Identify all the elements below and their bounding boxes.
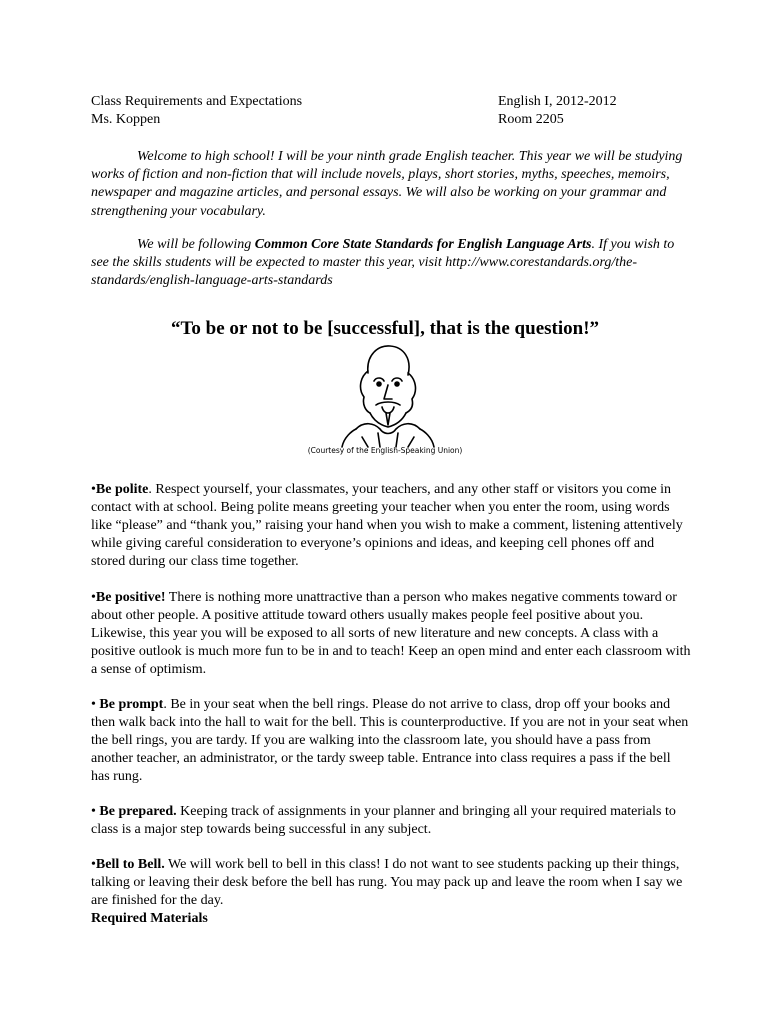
bullet: • bbox=[91, 857, 96, 872]
document-title: Class Requirements and Expectations bbox=[91, 94, 303, 109]
shakespeare-portrait bbox=[322, 341, 452, 449]
rule-text: We will work bell to bell in this class! I do not want to see students packing up their things, talking or leaving their desk before the bell has rung. You may pack up and leave the room when I say we are finished for the day. bbox=[91, 857, 683, 908]
teacher-name: Ms. Koppen bbox=[91, 112, 161, 127]
intro-text-2a: We will be following bbox=[137, 237, 255, 252]
rule-title: Be polite bbox=[95, 482, 149, 497]
image-credit: (Courtesy of the English-Speaking Union) bbox=[307, 446, 463, 455]
intro-paragraph-2 bbox=[91, 236, 691, 291]
quote: “To be or not to be [successful], that is the question!” bbox=[170, 318, 600, 339]
rule-be-prompt bbox=[91, 696, 691, 786]
rule-title: Be prepared. bbox=[99, 804, 177, 819]
rule-title: Be prompt bbox=[99, 697, 164, 712]
rule-text: There is nothing more unattractive than a person who makes negative comments toward or about other people. A positive attitude toward others usually makes people feel positive about you. Likewise, this year you will be exposed to all sorts of new literature and new concepts. A class with a positive outlook is much more fun to be in and to teach! Keep an open mind and enter each classroom with a sense of optimism. bbox=[91, 590, 691, 677]
rule-be-positive bbox=[91, 589, 691, 679]
rule-be-prepared bbox=[91, 803, 691, 839]
standards-name: Common Core State Standards for English Language Arts bbox=[254, 237, 592, 252]
bullet: • bbox=[91, 697, 100, 712]
rule-text: Keeping track of assignments in your planner and bringing all your required materials to class is a major step towards being successful in any subject. bbox=[91, 804, 676, 837]
intro-paragraph-1 bbox=[91, 148, 691, 221]
intro-text-2b: . If you wish to see the skills students will be expected to master this year, visit http://www.corestandards.org/the-standards/english-language-arts-standards bbox=[91, 237, 675, 289]
rule-text: . Be in your seat when the bell rings. Please do not arrive to class, drop off your books and then walk back into the hall to wait for the bell. This is counterproductive. If you are not in your seat when the bell rings, you are tardy. If you are walking into the classroom late, you should have a pass from another teacher, an administrator, or the tardy sweep table. Entrance into class requires a pass if the bell has rung. bbox=[91, 697, 689, 784]
rule-text: . Respect yourself, your classmates, your teachers, and any other staff or visitors you come in contact with at school. Being polite means greeting your teacher when you enter the room, using words like “please” and “thank you,” raising your hand when you wish to make a comment, listening attentively while giving careful consideration to everyone’s opinions and ideas, and keeping cell phones off and stored during our class time together. bbox=[91, 482, 683, 569]
room-number: Room 2205 bbox=[498, 112, 564, 127]
course-name: English I, 2012-2012 bbox=[498, 94, 617, 109]
rule-bell-to-bell bbox=[91, 856, 691, 910]
bullet: • bbox=[91, 482, 96, 497]
bullet: • bbox=[91, 804, 100, 819]
rule-title: Bell to Bell. bbox=[95, 857, 165, 872]
bullet: • bbox=[91, 590, 96, 605]
intro-text-1: Welcome to high school! I will be your ninth grade English teacher. This year we will be studying works of fiction and non-fiction that will include novels, plays, short stories, myths, speeches, memoirs, newspaper and magazine articles, and personal essays. We will also be working on your grammar and strengthening your vocabulary. bbox=[91, 149, 683, 219]
rule-title: Be positive! bbox=[95, 590, 166, 605]
required-materials-heading: Required Materials bbox=[91, 911, 208, 926]
rule-be-polite bbox=[91, 481, 691, 571]
